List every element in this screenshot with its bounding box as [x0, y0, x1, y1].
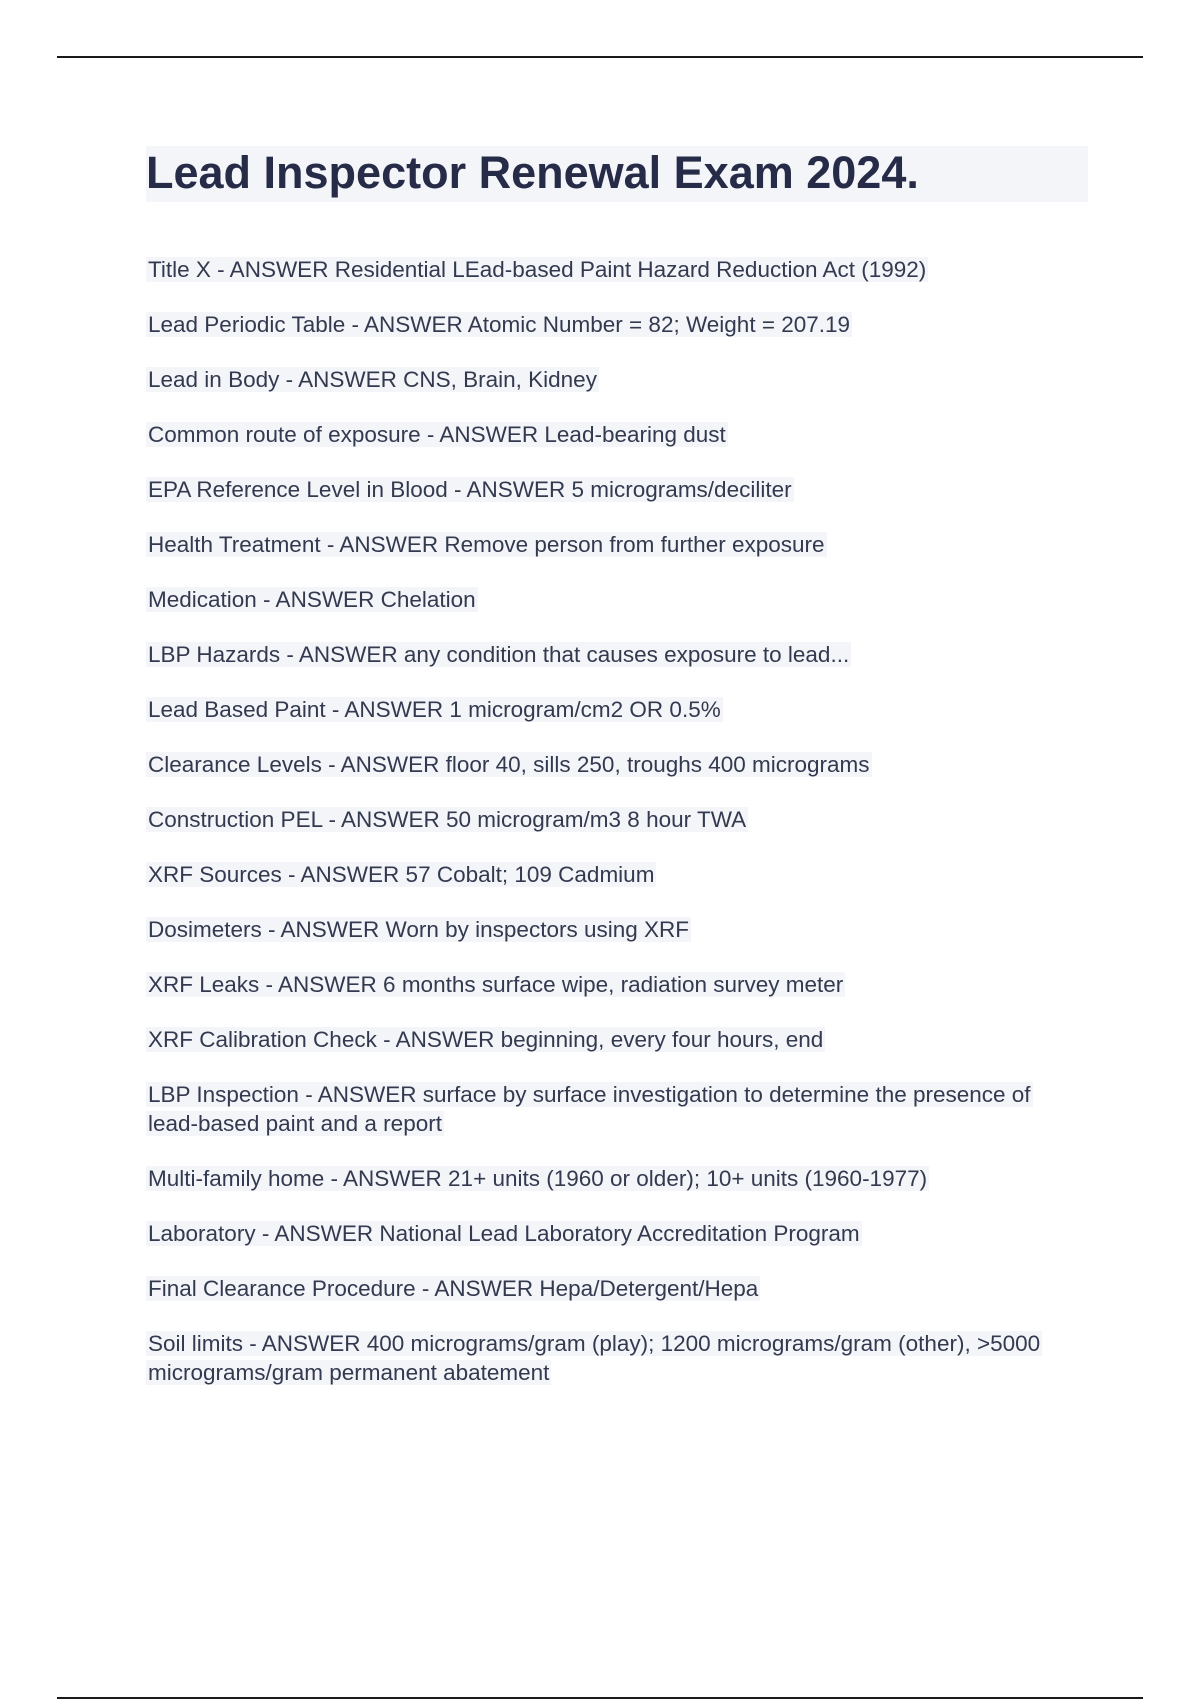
qa-item	[146, 530, 1086, 559]
qa-item	[146, 1080, 1086, 1138]
qa-text: EPA Reference Level in Blood - ANSWER 5 micrograms/deciliter	[148, 477, 792, 502]
qa-item	[146, 310, 1086, 339]
qa-item	[146, 970, 1086, 999]
qa-text: Medication - ANSWER Chelation	[148, 587, 476, 612]
qa-text: Final Clearance Procedure - ANSWER Hepa/Detergent/Hepa	[148, 1276, 759, 1301]
qa-text: Multi-family home - ANSWER 21+ units (1960 or older); 10+ units (1960-1977)	[148, 1166, 928, 1191]
qa-text: XRF Sources - ANSWER 57 Cobalt; 109 Cadmium	[148, 862, 655, 887]
qa-text: Laboratory - ANSWER National Lead Laboratory Accreditation Program	[148, 1221, 860, 1246]
qa-text: Common route of exposure - ANSWER Lead-bearing dust	[148, 422, 726, 447]
qa-list	[146, 255, 1086, 1413]
qa-text: XRF Calibration Check - ANSWER beginning, every four hours, end	[148, 1027, 824, 1052]
qa-text: Title X - ANSWER Residential LEad-based Paint Hazard Reduction Act (1992)	[148, 257, 927, 282]
qa-text: Health Treatment - ANSWER Remove person from further exposure	[148, 532, 825, 557]
qa-text: Soil limits - ANSWER 400 micrograms/gram (play); 1200 micrograms/gram (other), >5000 micrograms/gram permanent abatement	[148, 1331, 1041, 1385]
qa-item	[146, 365, 1086, 394]
bottom-divider	[57, 1697, 1143, 1699]
qa-item	[146, 1164, 1086, 1193]
qa-item	[146, 750, 1086, 779]
qa-text: LBP Inspection - ANSWER surface by surface investigation to determine the presence of lead-based paint and a report	[148, 1082, 1031, 1136]
qa-text: LBP Hazards - ANSWER any condition that causes exposure to lead...	[148, 642, 850, 667]
qa-item	[146, 860, 1086, 889]
qa-item	[146, 915, 1086, 944]
qa-item	[146, 1274, 1086, 1303]
qa-text: Lead Periodic Table - ANSWER Atomic Number = 82; Weight = 207.19	[148, 312, 851, 337]
qa-item	[146, 1219, 1086, 1248]
qa-text: Clearance Levels - ANSWER floor 40, sills 250, troughs 400 micrograms	[148, 752, 870, 777]
qa-text: Lead Based Paint - ANSWER 1 microgram/cm2 OR 0.5%	[148, 697, 721, 722]
qa-item	[146, 1329, 1086, 1387]
qa-text: Construction PEL - ANSWER 50 microgram/m3 8 hour TWA	[148, 807, 747, 832]
qa-item	[146, 475, 1086, 504]
qa-text: Dosimeters - ANSWER Worn by inspectors using XRF	[148, 917, 689, 942]
qa-item	[146, 640, 1086, 669]
qa-text: XRF Leaks - ANSWER 6 months surface wipe, radiation survey meter	[148, 972, 844, 997]
qa-item	[146, 420, 1086, 449]
top-divider	[57, 56, 1143, 58]
qa-item	[146, 585, 1086, 614]
page-title: Lead Inspector Renewal Exam 2024.	[146, 147, 919, 198]
qa-item	[146, 255, 1086, 284]
qa-text: Lead in Body - ANSWER CNS, Brain, Kidney	[148, 367, 597, 392]
qa-item	[146, 1025, 1086, 1054]
qa-item	[146, 695, 1086, 724]
qa-item	[146, 805, 1086, 834]
